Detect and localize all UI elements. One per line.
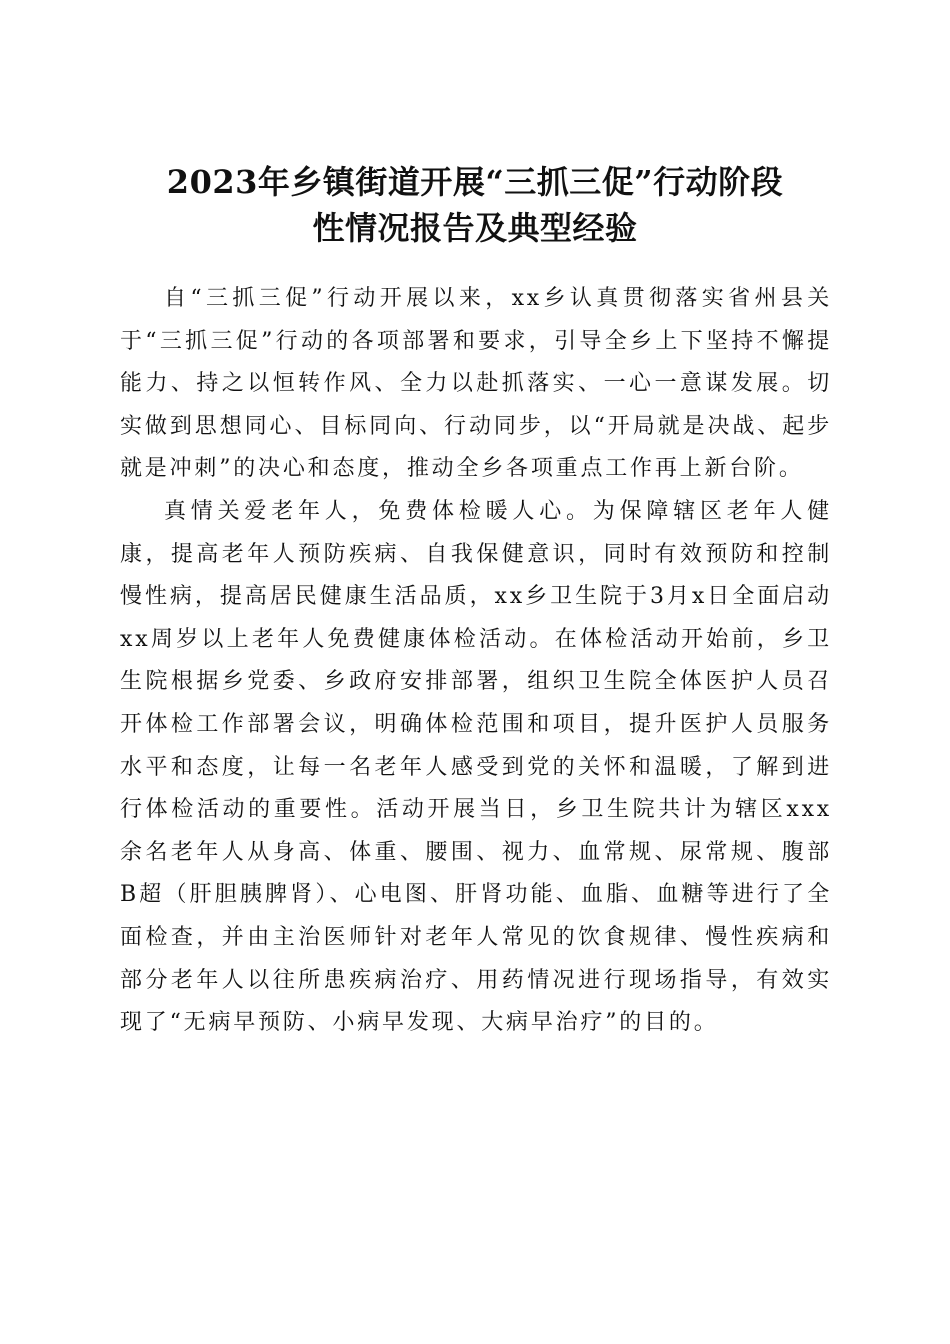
title-line-2: 性情况报告及典型经验 — [312, 209, 638, 248]
document-body — [120, 278, 832, 1045]
document-title — [90, 159, 860, 251]
paragraph-intro: 自“三抓三促”行动开展以来，xx乡认真贯彻落实省州县关于“三抓三促”行动的各项部署和要求，引导全乡上下坚持不懈提能力、持之以恒转作风、全力以赴抓落实、一心一意谋发展。切实做到思想同心、目标同向、行动同步，以“开局就是决战、起步就是冲刺”的决心和态度，推动全乡各项重点工作再上新台阶。 — [120, 286, 832, 482]
paragraph-elderly-care: 真情关爱老年人，免费体检暖人心。为保障辖区老年人健康，提高老年人预防疾病、自我保健意识，同时有效预防和控制慢性病，提高居民健康生活品质，xx乡卫生院于3月x日全面启动xx周岁以上老年人免费健康体检活动。在体检活动开始前，乡卫生院根据乡党委、乡政府安排部署，组织卫生院全体医护人员召开体检工作部署会议，明确体检范围和项目，提升医护人员服务水平和态度，让每一名老年人感受到党的关怀和温暖，了解到进行体检活动的重要性。活动开展当日，乡卫生院共计为辖区xxx余名老年人从身高、体重、腰围、视力、血常规、尿常规、腹部B超（肝胆胰脾肾）、心电图、肝肾功能、血脂、血糖等进行了全面检查，并由主治医师针对老年人常见的饮食规律、慢性疾病和部分老年人以往所患疾病治疗、用药情况进行现场指导，有效实现了“无病早预防、小病早发现、大病早治疗”的目的。 — [120, 498, 832, 1036]
title-line-1: 2023年乡镇街道开展“三抓三促”行动阶段 — [166, 163, 784, 202]
